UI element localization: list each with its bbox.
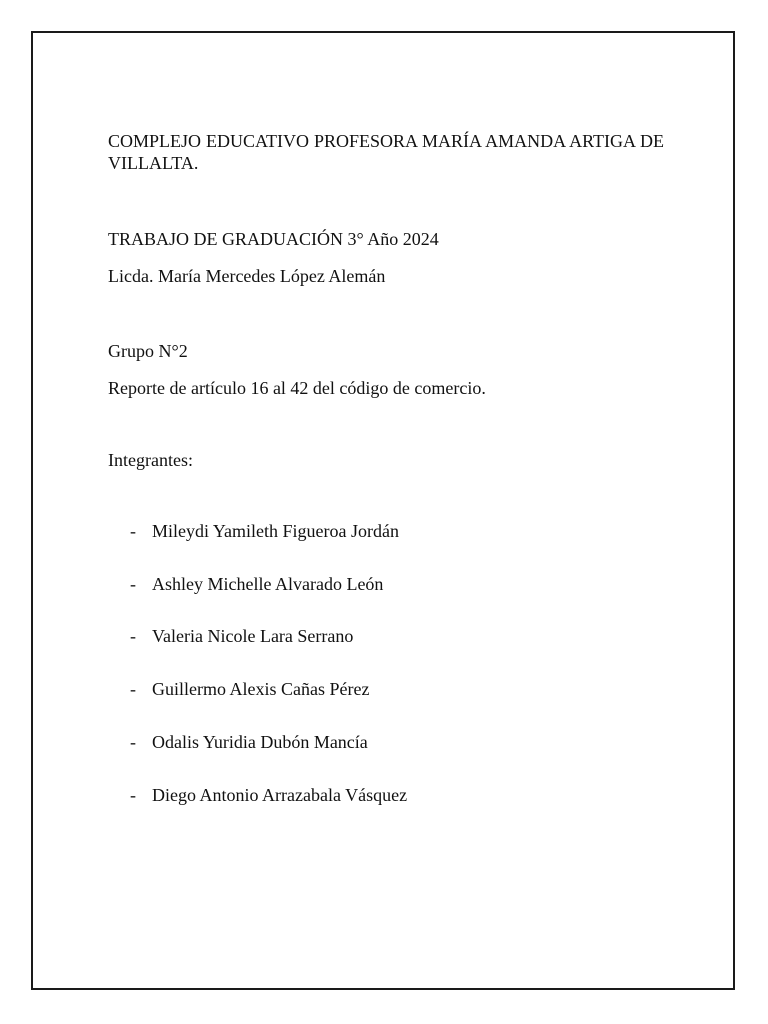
list-bullet: -	[130, 785, 136, 805]
list-bullet: -	[130, 521, 136, 541]
members-heading: Integrantes:	[108, 450, 193, 470]
list-item	[108, 625, 353, 647]
list-bullet: -	[130, 732, 136, 752]
member-name: Odalis Yuridia Dubón Mancía	[152, 732, 368, 752]
teacher-name: Licda. María Mercedes López Alemán	[108, 266, 386, 286]
member-name: Ashley Michelle Alvarado León	[152, 574, 384, 594]
list-item	[108, 731, 368, 753]
member-name: Valeria Nicole Lara Serrano	[152, 626, 354, 646]
member-name: Guillermo Alexis Cañas Pérez	[152, 679, 370, 699]
work-title: TRABAJO DE GRADUACIÓN 3° Año 2024	[108, 229, 439, 249]
list-item	[108, 784, 407, 806]
list-bullet: -	[130, 679, 136, 699]
list-bullet: -	[130, 626, 136, 646]
document-page	[31, 31, 735, 990]
list-item	[108, 678, 369, 700]
member-name: Mileydi Yamileth Figueroa Jordán	[152, 521, 399, 541]
list-item	[108, 573, 383, 595]
list-bullet: -	[130, 574, 136, 594]
group-number: Grupo N°2	[108, 341, 188, 361]
member-name: Diego Antonio Arrazabala Vásquez	[152, 785, 408, 805]
report-description: Reporte de artículo 16 al 42 del código de comercio.	[108, 378, 486, 398]
school-name: COMPLEJO EDUCATIVO PROFESORA MARÍA AMANDA ARTIGA DE VILLALTA.	[108, 131, 664, 173]
list-item	[108, 520, 399, 542]
